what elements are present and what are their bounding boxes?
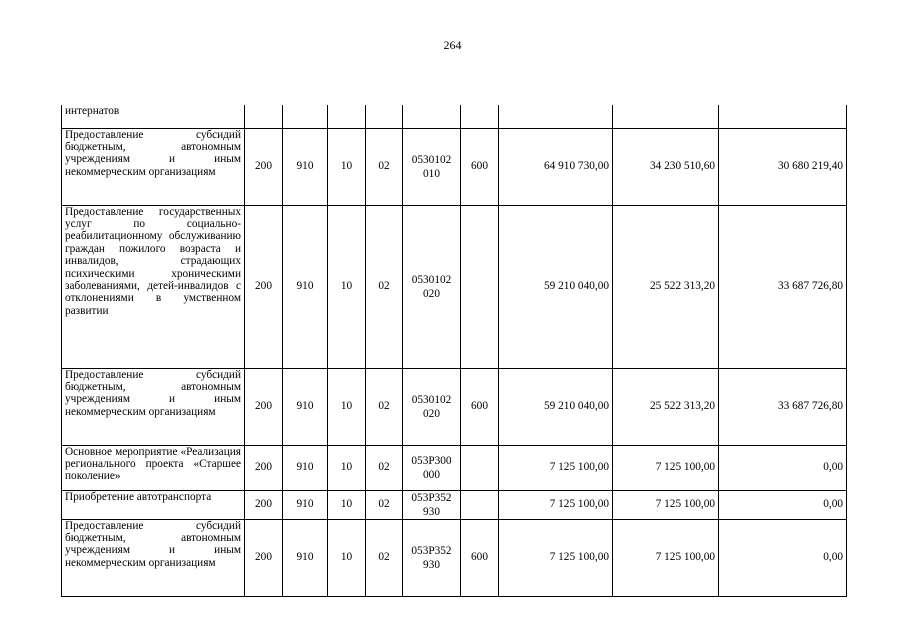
table-row bbox=[62, 128, 847, 205]
amount-cell: 30 680 219,40 bbox=[719, 128, 847, 205]
code-cell: 02 bbox=[366, 205, 403, 368]
budget-item-name: Предоставление субсидий бюджетным, автономным учреждениям и иным некоммерческим организациям bbox=[62, 128, 245, 205]
table-row bbox=[62, 105, 847, 128]
amount-cell: 33 687 726,80 bbox=[719, 205, 847, 368]
code-cell: 910 bbox=[283, 128, 328, 205]
target-article-cell: 0530102 010 bbox=[403, 128, 461, 205]
expense-type-cell bbox=[461, 490, 499, 519]
code-cell: 02 bbox=[366, 128, 403, 205]
amount-cell: 0,00 bbox=[719, 519, 847, 596]
amount-cell: 33 687 726,80 bbox=[719, 368, 847, 445]
budget-item-name: Предоставление субсидий бюджетным, автономным учреждениям и иным некоммерческим организациям bbox=[62, 368, 245, 445]
amount-cell: 7 125 100,00 bbox=[499, 490, 613, 519]
table-row bbox=[62, 519, 847, 596]
table-row bbox=[62, 205, 847, 368]
amount-cell: 59 210 040,00 bbox=[499, 205, 613, 368]
code-cell: 10 bbox=[328, 205, 366, 368]
code-cell: 910 bbox=[283, 445, 328, 490]
code-cell: 02 bbox=[366, 490, 403, 519]
code-cell: 200 bbox=[245, 519, 283, 596]
amount-cell: 7 125 100,00 bbox=[613, 519, 719, 596]
budget-item-name: Предоставление государственных услуг по социально-реабилитационному обслуживанию граждан пожилого возраста и инвалидов, страдающих психическими хроническими заболеваниями, детей-инвалидов с отклонениями в умственном развитии bbox=[62, 205, 245, 368]
expense-type-cell: 600 bbox=[461, 368, 499, 445]
target-article-cell: 053P352 930 bbox=[403, 519, 461, 596]
code-cell: 200 bbox=[245, 490, 283, 519]
budget-table bbox=[61, 105, 847, 597]
target-article-cell: 053P352 930 bbox=[403, 490, 461, 519]
code-cell: 10 bbox=[328, 490, 366, 519]
amount-cell: 7 125 100,00 bbox=[613, 490, 719, 519]
budget-item-name: Предоставление субсидий бюджетным, автономным учреждениям и иным некоммерческим организациям bbox=[62, 519, 245, 596]
code-cell: 200 bbox=[245, 128, 283, 205]
amount-cell: 59 210 040,00 bbox=[499, 368, 613, 445]
budget-item-name: интернатов bbox=[62, 105, 245, 128]
amount-cell: 0,00 bbox=[719, 490, 847, 519]
amount-cell: 64 910 730,00 bbox=[499, 128, 613, 205]
page-number: 264 bbox=[443, 38, 462, 52]
amount-cell: 25 522 313,20 bbox=[613, 368, 719, 445]
table-row bbox=[62, 368, 847, 445]
code-cell: 10 bbox=[328, 519, 366, 596]
target-article-cell: 0530102 020 bbox=[403, 205, 461, 368]
code-cell: 910 bbox=[283, 490, 328, 519]
amount-cell: 7 125 100,00 bbox=[499, 519, 613, 596]
code-cell: 10 bbox=[328, 445, 366, 490]
amount-cell: 7 125 100,00 bbox=[499, 445, 613, 490]
target-article-cell: 0530102 020 bbox=[403, 368, 461, 445]
table-row bbox=[62, 445, 847, 490]
amount-cell: 25 522 313,20 bbox=[613, 205, 719, 368]
code-cell: 200 bbox=[245, 445, 283, 490]
code-cell: 10 bbox=[328, 128, 366, 205]
expense-type-cell: 600 bbox=[461, 128, 499, 205]
code-cell: 910 bbox=[283, 205, 328, 368]
amount-cell: 34 230 510,60 bbox=[613, 128, 719, 205]
expense-type-cell: 600 bbox=[461, 519, 499, 596]
expense-type-cell bbox=[461, 205, 499, 368]
code-cell: 02 bbox=[366, 368, 403, 445]
amount-cell: 0,00 bbox=[719, 445, 847, 490]
budget-item-name: Приобретение автотранспорта bbox=[62, 490, 245, 519]
code-cell: 200 bbox=[245, 205, 283, 368]
table-row bbox=[62, 490, 847, 519]
code-cell: 910 bbox=[283, 519, 328, 596]
expense-type-cell bbox=[461, 445, 499, 490]
budget-item-name: Основное мероприятие «Реализация регионального проекта «Старшее поколение» bbox=[62, 445, 245, 490]
code-cell: 02 bbox=[366, 519, 403, 596]
target-article-cell: 053P300 000 bbox=[403, 445, 461, 490]
code-cell: 10 bbox=[328, 368, 366, 445]
code-cell: 02 bbox=[366, 445, 403, 490]
code-cell: 910 bbox=[283, 368, 328, 445]
amount-cell: 7 125 100,00 bbox=[613, 445, 719, 490]
code-cell: 200 bbox=[245, 368, 283, 445]
